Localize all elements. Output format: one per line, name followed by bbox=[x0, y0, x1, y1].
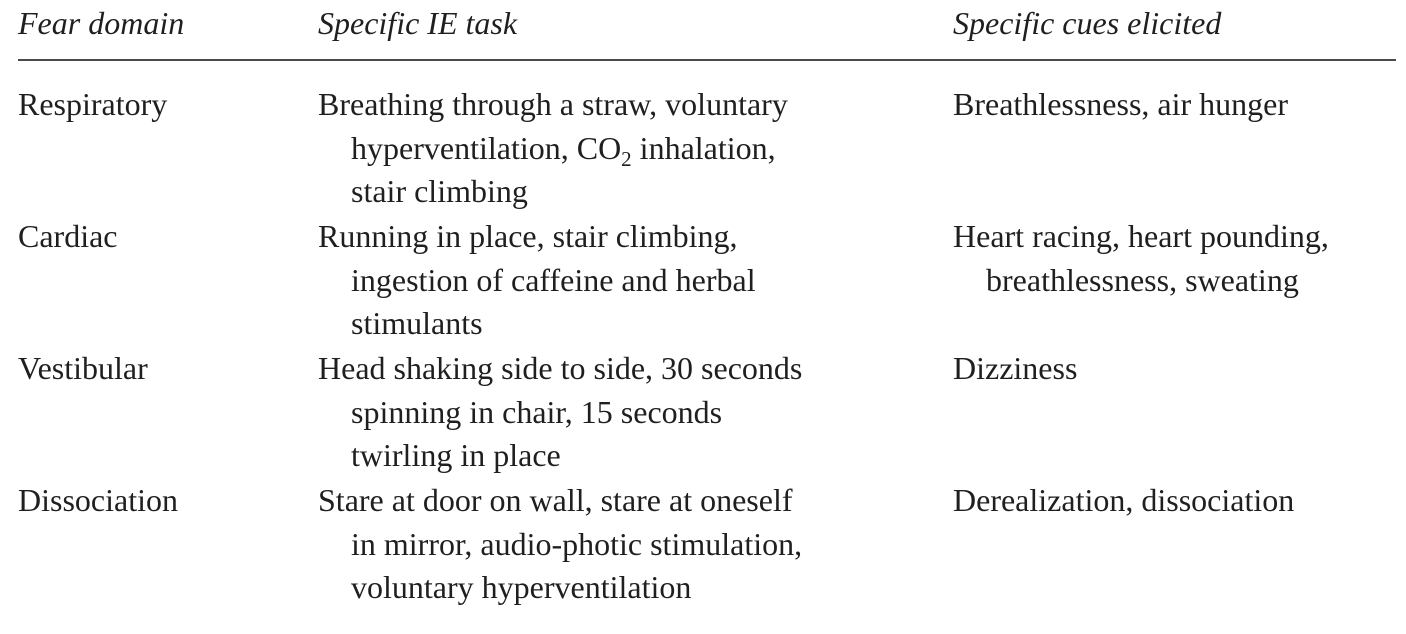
task-line: Breathing through a straw, voluntary bbox=[318, 86, 788, 122]
task-line: stair climbing bbox=[351, 173, 528, 209]
task-line: Running in place, stair climbing, bbox=[318, 218, 738, 254]
task-text: inhalation, bbox=[639, 129, 776, 166]
task-line: spinning in chair, 15 seconds bbox=[351, 393, 723, 430]
header-fear-domain: Fear domain bbox=[18, 5, 185, 41]
cues-cell bbox=[953, 215, 1329, 302]
task-line: stimulants bbox=[351, 305, 483, 341]
domain-label: Cardiac bbox=[18, 218, 118, 254]
header-rule bbox=[18, 59, 1396, 61]
task-cell bbox=[318, 83, 788, 214]
domain-cell bbox=[18, 215, 118, 259]
task-cell bbox=[318, 479, 802, 610]
task-cell bbox=[318, 215, 756, 346]
cues-line: Breathlessness, air hunger bbox=[953, 86, 1289, 122]
domain-cell bbox=[18, 479, 178, 523]
header-specific-ie-task: Specific IE task bbox=[318, 5, 518, 41]
domain-label: Vestibular bbox=[18, 350, 148, 386]
cues-cell bbox=[953, 83, 1288, 127]
header-specific-cues-elicited: Specific cues elicited bbox=[953, 5, 1222, 41]
task-line: in mirror, audio-photic stimulation, bbox=[351, 525, 803, 562]
task-line: voluntary hyperventilation bbox=[351, 569, 692, 605]
task-line: ingestion of caffeine and herbal bbox=[351, 261, 756, 298]
task-cell bbox=[318, 347, 802, 478]
task-line: Stare at door on wall, stare at oneself bbox=[318, 482, 793, 518]
task-line: twirling in place bbox=[351, 437, 561, 473]
cues-cell bbox=[953, 347, 1077, 391]
domain-cell bbox=[18, 347, 148, 391]
task-text: hyperventilation, CO bbox=[351, 129, 622, 166]
cues-line: Heart racing, heart pounding, bbox=[953, 218, 1329, 254]
subscript: 2 bbox=[621, 146, 632, 171]
domain-cell bbox=[18, 83, 167, 127]
cues-line: Derealization, dissociation bbox=[953, 482, 1295, 518]
cues-cell bbox=[953, 479, 1294, 523]
task-line: Head shaking side to side, 30 seconds bbox=[318, 350, 803, 386]
cues-line: breathlessness, sweating bbox=[986, 261, 1299, 298]
cues-line: Dizziness bbox=[953, 350, 1078, 386]
domain-label: Dissociation bbox=[18, 482, 178, 518]
task-line bbox=[318, 127, 788, 171]
domain-label: Respiratory bbox=[18, 86, 168, 122]
